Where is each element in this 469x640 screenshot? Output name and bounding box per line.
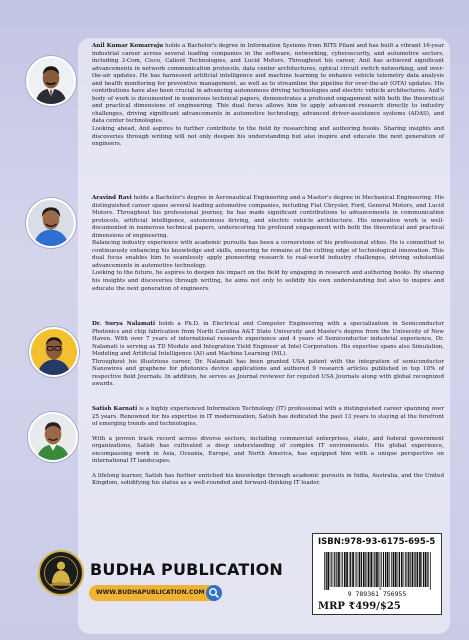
- author-name: Dr. Surya Nalamati: [92, 321, 156, 327]
- author-photo-surya: [29, 327, 79, 377]
- barcode-bar: [410, 552, 411, 587]
- author-name: Anil Kumar Komarraju: [92, 43, 164, 49]
- barcode-bar: [344, 552, 346, 587]
- search-icon: [206, 585, 222, 601]
- barcode-bar: [425, 552, 427, 587]
- barcode-bar: [350, 552, 351, 587]
- barcode-bar: [349, 552, 350, 587]
- bio-paragraph: holds a Bachelor's degree in Aeronautical Engineering and a Master's degree in Mechanical Engineering. His distinguished career spans several leading automotive companies, including Fiat Chrysler, Ford, General Motors, and Lucid Motors. Throughout his professional journey, he has made significant contributions to advancements in communication protocols, artificial intelligence, autonomous driving, and electric vehicle architecture. His innovative work is well-documented in numerous technical papers, underscoring his profound engagement with both the theoretical and practical dimensions of engineering.: [92, 195, 444, 239]
- author-photo-satish: [28, 412, 78, 462]
- barcode-bar: [368, 552, 370, 587]
- author-bio-surya: [92, 321, 444, 389]
- barcode-bar: [374, 552, 375, 587]
- bio-paragraph: Throughout his illustrious career, Dr. Nalamati has been granted USA patent with the integration of semiconductor Nanowires and graphene for photonics device applications and authored 9 research articles published in top 10% of respective field Journals. In addition, he serves as Journal reviewer for reputed USA Journals along with global recognized awards.: [92, 358, 444, 388]
- buddha-logo-icon: [38, 550, 84, 596]
- barcode-bar: [336, 552, 337, 587]
- bio-paragraph: holds a Ph.D. in Electrical and Computer Engineering with a specialization in Semiconductor Photonics and chip fabrication from North Carolina A&T State University and Master's degree from the University of New Haven. With over 7 years of international research experience and 4 years of Semiconductor industrial experience, Dr. Nalamati is serving as TD Module and Integration Yield Engineer at Intel Corporation. His expertise spans also Simulation, Modeling and Artificial Intelligence (AI) and Machine Learning (ML).: [92, 321, 444, 358]
- author-bio-aravind: [92, 195, 444, 293]
- website-url[interactable]: WWW.BUDHAPUBLICATION.COM: [96, 589, 205, 596]
- author-name: Satish Karnati: [92, 406, 138, 412]
- barcode-bar: [330, 552, 331, 587]
- barcode: [316, 550, 438, 598]
- price-label: MRP ₹499/$25: [318, 601, 401, 612]
- barcode-bar: [430, 552, 431, 590]
- author-photo-anil: [26, 56, 76, 106]
- bio-paragraph: Balancing industry experience with academic pursuits has been a cornerstone of his professional ethos. He is committed to continuously enhancing his knowledge and skills, ensuring he remains at the cutting edge of technological innovation. This dual focus enables him to seamlessly apply pioneering research to real-world industry challenges, driving substantial advancements in automotive technology.: [92, 240, 444, 269]
- barcode-bar: [380, 552, 381, 590]
- barcode-bar: [334, 552, 335, 587]
- barcode-bar: [421, 552, 422, 587]
- barcode-bar: [324, 552, 325, 590]
- barcode-bar: [358, 552, 359, 587]
- barcode-bar: [423, 552, 424, 587]
- barcode-bar: [352, 552, 354, 587]
- barcode-bar: [414, 552, 415, 587]
- barcode-bar: [381, 552, 382, 587]
- barcode-bar: [405, 552, 406, 587]
- barcode-bar: [341, 552, 342, 587]
- barcode-bar: [378, 552, 379, 587]
- isbn-number: ISBN:978-93-6175-695-5: [318, 537, 436, 547]
- barcode-bar: [356, 552, 357, 587]
- barcode-bar: [415, 552, 416, 587]
- barcode-bar: [361, 552, 362, 587]
- author-portrait-icon: [28, 200, 74, 246]
- author-bio-anil: [92, 43, 444, 149]
- barcode-number: 9 789361 756955: [347, 590, 407, 598]
- barcode-graphic: [316, 550, 438, 598]
- buddha-logo-icon-graphic: [40, 552, 82, 594]
- barcode-bar: [401, 552, 403, 587]
- search-button[interactable]: [206, 585, 222, 601]
- barcode-bar: [342, 552, 343, 587]
- barcode-bar: [398, 552, 399, 587]
- barcode-bar: [387, 552, 389, 587]
- author-name: Aravind Ravi: [92, 195, 132, 201]
- barcode-bar: [373, 552, 374, 587]
- barcode-bar: [355, 552, 356, 587]
- barcode-bar: [385, 552, 386, 587]
- bio-paragraph: A lifelong learner, Satish has further enriched his knowledge through academic pursuits in India, Australia, and the United Kingdom, solidifying his status as a well-rounded and forward-thinking IT leader.: [92, 472, 444, 487]
- barcode-bar: [359, 552, 360, 587]
- barcode-bar: [376, 552, 378, 587]
- bio-paragraph: is a highly experienced Information Technology (IT) professional with a distinguished career spanning over 25 years. Renowned for his expertise in IT modernization, Satish has dedicated the past 13 years to staying at the forefront of emerging trends and technologies.: [92, 406, 444, 428]
- barcode-bar: [327, 552, 329, 590]
- barcode-bar: [370, 552, 372, 587]
- barcode-bar: [427, 552, 428, 587]
- barcode-bar: [326, 552, 327, 590]
- author-portrait-icon: [30, 414, 76, 460]
- barcode-bar: [333, 552, 334, 587]
- bio-paragraph: holds a Bachelor's degree in Information Systems from BITS Pilani and has built a vibrant 16-year industrial career across several leading companies in the software, networking, cybersecurity, and automotive sectors, including 3-Com, Cisco, Calient Technologies, and Lucid Motors. Throughout his career, Anil has achieved significant advancements in network communication protocols, data center architectures, optical circuit switch networking, and over-the-air updates. He has harnessed artificial intelligence and machine learning to enhance vehicle telemetry data analysis and health monitoring for preventive management, as well as to streamline the pipeline for over-the-air (OTA) updates. His contributions have also been crucial in advancing autonomous driving technologies and electric vehicle architectures. Anil's body of work is documented in numerous technical papers, demonstrates a profound engagement with both the theoretical and practical dimensions of engineering. This dual focus allows him to apply advanced research directly to industry challenges, driving significant advancements in automotive technology, advanced driver-assistance systems (ADAS), and data center technologies.: [92, 43, 444, 125]
- barcode-bar: [404, 552, 405, 587]
- barcode-bar: [399, 552, 400, 587]
- barcode-bar: [393, 552, 395, 587]
- bio-paragraph: Looking ahead, Anil aspires to further contribute to the field by researching and authoring books. Sharing insights and discoveries through writing will not only deepen his understanding but also inspire and educate the next generation of engineers.: [92, 126, 444, 148]
- publisher-name: BUDHA PUBLICATION: [90, 560, 284, 579]
- barcode-bar: [395, 552, 397, 587]
- author-portrait-icon: [31, 329, 77, 375]
- author-bio-satish: [92, 406, 444, 488]
- barcode-bar: [428, 552, 429, 587]
- barcode-bar: [367, 552, 368, 587]
- barcode-bar: [419, 552, 421, 587]
- barcode-bar: [408, 552, 409, 587]
- barcode-bar: [346, 552, 348, 587]
- barcode-bar: [331, 552, 332, 587]
- barcode-bar: [389, 552, 390, 587]
- barcode-bar: [383, 552, 384, 587]
- barcode-bar: [391, 552, 392, 587]
- bio-paragraph: Looking to the future, he aspires to deepen his impact on the field by engaging in research and authoring books. By sharing his insights and discoveries through writing, he aims not only to solidify his own understanding but also to inspire and educate the next generation of engineers.: [92, 270, 444, 292]
- bio-paragraph: With a proven track record across diverse sectors, including commercial enterprises, state, and federal government organizations, Satish has cultivated a deep understanding of complex IT environments. His global experience, encompassing work in Asia, Oceania, Europe, and North America, has equipped him with a unique perspective on international IT landscapes.: [92, 435, 444, 465]
- barcode-bar: [365, 552, 366, 587]
- author-portrait-icon: [28, 58, 74, 104]
- barcode-bar: [363, 552, 365, 587]
- barcode-bar: [417, 552, 419, 587]
- barcode-bar: [412, 552, 414, 587]
- barcode-bar: [406, 552, 407, 587]
- author-photo-aravind: [26, 198, 76, 248]
- barcode-bar: [338, 552, 340, 587]
